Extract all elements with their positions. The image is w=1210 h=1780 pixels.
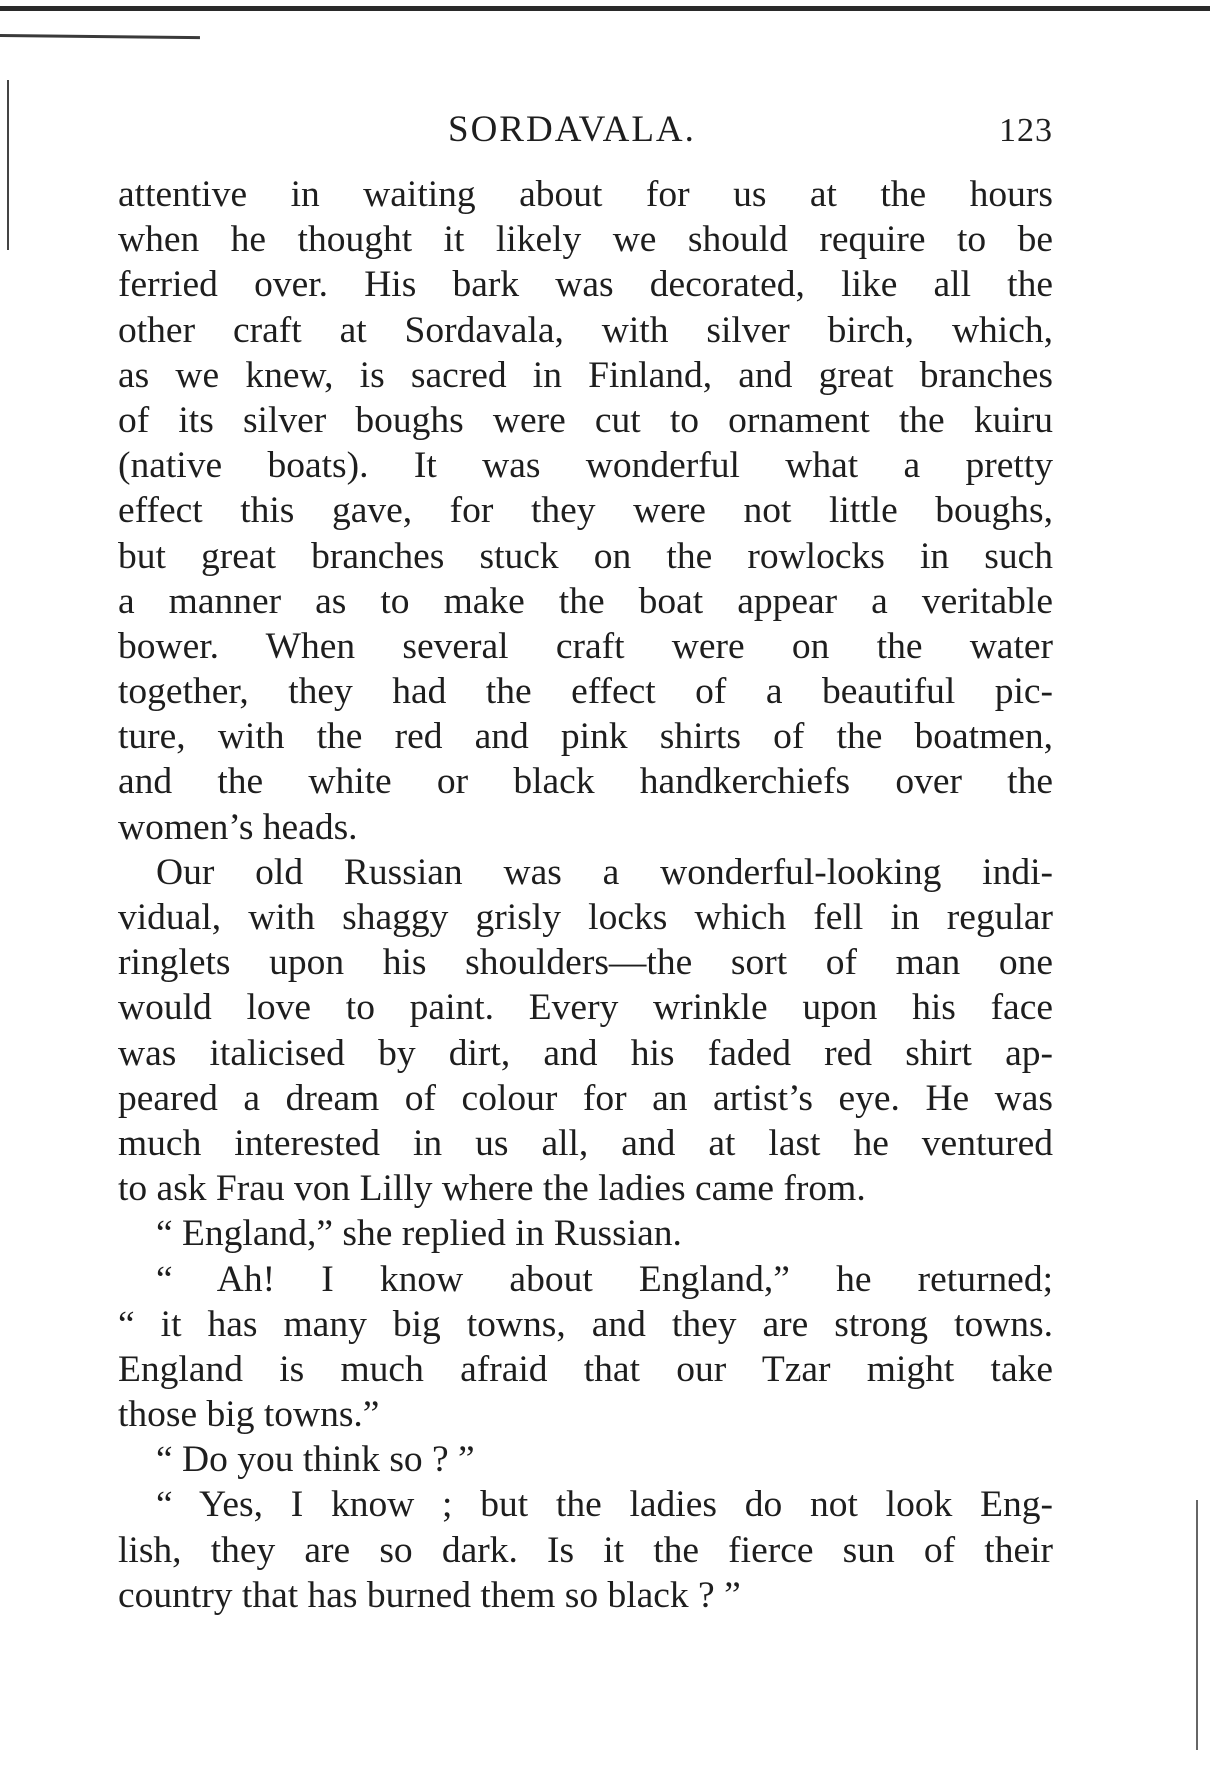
text-line: much interested in us all, and at last he ventured [118, 1122, 1053, 1164]
text-line: effect this gave, for they were not little boughs, [118, 490, 1053, 532]
text-line: bower. When several craft were on the water [118, 625, 1053, 667]
text-line: “ Yes, I know ; but the ladies do not look Eng- [156, 1484, 1053, 1526]
page-number: 123 [999, 112, 1053, 149]
text-line: ferried over. His bark was decorated, like all the [118, 264, 1053, 306]
top-rule-shadow [0, 34, 200, 39]
text-line: ture, with the red and pink shirts of the boatmen, [118, 716, 1053, 758]
text-line: as we knew, is sacred in Finland, and great branches [118, 354, 1053, 396]
text-line: attentive in waiting about for us at the hours [118, 174, 1053, 215]
text-line: ringlets upon his shoulders—the sort of man one [118, 942, 1053, 984]
text-line: “ Do you think so ? ” [156, 1439, 475, 1481]
text-line: those big towns.” [118, 1394, 380, 1436]
text-line: when he thought it likely we should require to be [118, 219, 1053, 261]
text-line: “ it has many big towns, and they are strong towns. [118, 1303, 1053, 1345]
left-page-edge [7, 80, 9, 250]
text-line: other craft at Sordavala, with silver birch, which, [118, 309, 1053, 351]
text-line: together, they had the effect of a beautiful pic- [118, 671, 1053, 713]
running-title: SORDAVALA. [448, 109, 696, 150]
text-line: a manner as to make the boat appear a veritable [118, 580, 1053, 622]
text-line: Our old Russian was a wonderful-looking indi- [156, 851, 1053, 893]
text-line: peared a dream of colour for an artist’s eye. He was [118, 1077, 1053, 1119]
text-line: lish, they are so dark. Is it the fierce sun of their [118, 1529, 1053, 1571]
text-line: and the white or black handkerchiefs over the [118, 761, 1053, 803]
top-rule [0, 6, 1210, 11]
text-line: to ask Frau von Lilly where the ladies came from. [118, 1168, 866, 1210]
text-line: (native boats). It was wonderful what a pretty [118, 445, 1053, 487]
body-text [118, 172, 1053, 1618]
text-line: of its silver boughs were cut to ornament the kuiru [118, 399, 1053, 441]
text-line: “ England,” she replied in Russian. [156, 1213, 682, 1255]
text-line: country that has burned them so black ? ” [118, 1574, 741, 1616]
text-line: would love to paint. Every wrinkle upon his face [118, 987, 1053, 1029]
text-line: “ Ah! I know about England,” he returned; [156, 1258, 1053, 1300]
running-head [118, 108, 1053, 156]
text-line: England is much afraid that our Tzar might take [118, 1348, 1053, 1390]
text-line: vidual, with shaggy grisly locks which fell in regular [118, 897, 1053, 938]
right-page-edge [1196, 1500, 1198, 1750]
text-line: women’s heads. [118, 806, 358, 848]
text-line: was italicised by dirt, and his faded red shirt ap- [118, 1032, 1053, 1074]
text-line: but great branches stuck on the rowlocks in such [118, 535, 1053, 577]
